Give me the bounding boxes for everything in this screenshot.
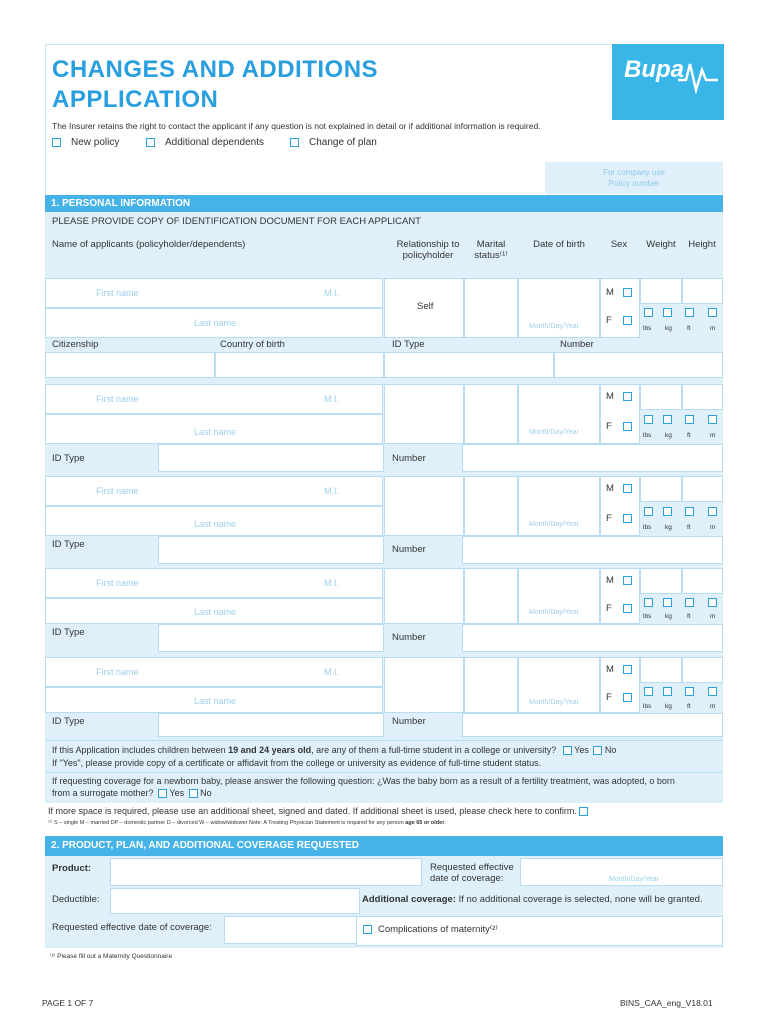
page-number: PAGE 1 OF 7	[42, 998, 94, 1008]
marital-field-1[interactable]	[464, 278, 518, 338]
id-type-label-4: ID Type	[52, 627, 85, 638]
header-frame-top	[45, 44, 625, 45]
col-dob-header: Date of birth	[533, 239, 585, 250]
company-use-box: For company use Policy number	[545, 162, 723, 194]
section-1-header: 1. PERSONAL INFORMATION	[45, 195, 723, 212]
sex-field-5[interactable]: M F	[600, 657, 640, 713]
country-of-birth-label: Country of birth	[220, 339, 285, 350]
citizenship-label: Citizenship	[52, 339, 99, 350]
effective-date-field[interactable]: Month/Day/Year	[520, 858, 723, 886]
last-name-field-1[interactable]: Last name	[45, 308, 383, 338]
newborn-yes-checkbox[interactable]	[158, 789, 167, 798]
logo-text: Bupa	[624, 56, 684, 83]
checkbox[interactable]	[52, 138, 61, 147]
height-field-3[interactable]	[682, 476, 723, 502]
last-name-field-5[interactable]: Last name	[45, 687, 383, 713]
marital-field-2[interactable]	[464, 384, 518, 444]
checkbox[interactable]	[290, 138, 299, 147]
number-field-3[interactable]	[462, 536, 723, 564]
sex-field-1[interactable]: M F	[600, 278, 640, 338]
requested-effective-label: Requested effective date of coverage:	[430, 862, 514, 884]
dob-field-1[interactable]: Month/Day/Year	[518, 278, 600, 338]
col-height-header: Height	[688, 239, 716, 250]
number-field-5[interactable]	[462, 713, 723, 737]
newborn-no-checkbox[interactable]	[189, 789, 198, 798]
relationship-field-5[interactable]	[384, 657, 464, 713]
first-name-field-1[interactable]: First name M.I.	[45, 278, 383, 308]
height-field-2[interactable]	[682, 384, 723, 410]
newborn-question-line1: If requesting coverage for a newborn baby, please answer the following question: ¿Was the baby born as a result of a fertility treatment, was adopted, o born	[52, 776, 675, 786]
id-type-label: ID Type	[392, 339, 425, 350]
last-name-field-4[interactable]: Last name	[45, 598, 383, 624]
first-name-field-5[interactable]: First name M.I.	[45, 657, 383, 687]
newborn-question-line2: from a surrogate mother? Yes No	[52, 788, 212, 798]
more-space-note: If more space is required, please use an additional sheet, signed and dated. If additional sheet is used, please check here to confirm.	[48, 806, 588, 816]
weight-field-1[interactable]	[640, 278, 682, 304]
section-2-header: 2. PRODUCT, PLAN, AND ADDITIONAL COVERAGE REQUESTED	[45, 836, 723, 856]
units-3: lbs kg ft m	[640, 505, 723, 535]
sex-field-3[interactable]: M F	[600, 476, 640, 536]
title-line-2: APPLICATION	[52, 86, 219, 113]
relationship-field-2[interactable]	[384, 384, 464, 444]
footnote-2: ⁽²⁾ Please fill out a Maternity Questionnaire	[50, 953, 173, 960]
dob-field-2[interactable]: Month/Day/Year	[518, 384, 600, 444]
number-field-4[interactable]	[462, 624, 723, 652]
option-additional-dependents[interactable]: Additional dependents	[146, 137, 264, 148]
country-of-birth-field-1[interactable]	[215, 352, 384, 378]
col-relationship-header: Relationship to policyholder	[396, 239, 460, 261]
id-type-field-5[interactable]	[158, 713, 384, 737]
height-field-5[interactable]	[682, 657, 723, 683]
id-type-field-3[interactable]	[158, 536, 384, 564]
page-title	[52, 55, 378, 115]
student-yes-checkbox[interactable]	[563, 746, 572, 755]
marital-field-4[interactable]	[464, 568, 518, 624]
document-code: BINS_CAA_eng_V18.01	[620, 998, 713, 1008]
id-type-field-4[interactable]	[158, 624, 384, 652]
col-name-header: Name of applicants (policyholder/dependents)	[52, 239, 246, 250]
weight-field-4[interactable]	[640, 568, 682, 594]
number-field-2[interactable]	[462, 444, 723, 472]
additional-coverage-note: Additional coverage: If no additional coverage is selected, none will be granted.	[362, 894, 703, 905]
weight-field-2[interactable]	[640, 384, 682, 410]
number-label: Number	[560, 339, 594, 350]
relationship-field-1[interactable]: Self	[384, 278, 464, 338]
coverage-date-label: Requested effective date of coverage:	[52, 922, 212, 933]
number-label-2: Number	[392, 453, 426, 464]
deductible-field[interactable]	[110, 888, 360, 914]
dob-field-4[interactable]: Month/Day/Year	[518, 568, 600, 624]
height-field-1[interactable]	[682, 278, 723, 304]
title-line-1: CHANGES AND ADDITIONS	[52, 56, 379, 83]
maternity-checkbox[interactable]	[363, 925, 372, 934]
coverage-date-field[interactable]	[224, 916, 358, 944]
number-label-3: Number	[392, 544, 426, 555]
student-note: If "Yes", please provide copy of a certificate or affidavit from the college or university as evidence of full-time student status.	[52, 758, 542, 768]
number-label-5: Number	[392, 716, 426, 727]
number-label-4: Number	[392, 632, 426, 643]
maternity-option[interactable]: Complications of maternity⁽²⁾	[356, 916, 723, 946]
dob-field-3[interactable]: Month/Day/Year	[518, 476, 600, 536]
sex-field-2[interactable]: M F	[600, 384, 640, 444]
student-question: If this Application includes children between 19 and 24 years old, are any of them a full-time student in a college or university? Yes No	[52, 745, 617, 755]
id-type-label-3: ID Type	[52, 539, 85, 550]
id-type-field-1[interactable]	[384, 352, 554, 378]
footnote-1: ⁽¹⁾ S – single M – married DP – domestic partner D – divorced W – widow/widower Note: A Treating Physician Statement is required for any person age 65 or older.	[48, 820, 446, 826]
id-type-field-2[interactable]	[158, 444, 384, 472]
col-marital-header: Marital status⁽¹⁾	[474, 239, 508, 261]
height-field-4[interactable]	[682, 568, 723, 594]
intro-text: The Insurer retains the right to contact the applicant if any question is not explained in detail or if additional information is required.	[52, 121, 541, 131]
units-2: lbs kg ft m	[640, 413, 723, 443]
units-1: lbs kg ft m	[640, 306, 723, 336]
first-name-field-4[interactable]: First name M.I.	[45, 568, 383, 598]
first-name-field-2[interactable]: First name M.I.	[45, 384, 383, 414]
last-name-field-2[interactable]: Last name	[45, 414, 383, 444]
sex-field-4[interactable]: M F	[600, 568, 640, 624]
header-frame-left	[45, 44, 46, 194]
product-label: Product:	[52, 863, 92, 874]
citizenship-field-1[interactable]	[45, 352, 215, 378]
option-change-of-plan[interactable]: Change of plan	[290, 137, 377, 148]
option-new-policy[interactable]: New policy	[52, 137, 119, 148]
last-name-field-3[interactable]: Last name	[45, 506, 383, 536]
relationship-field-3[interactable]	[384, 476, 464, 536]
id-type-label-2: ID Type	[52, 453, 85, 464]
units-4: lbs kg ft m	[640, 596, 723, 624]
marital-field-5[interactable]	[464, 657, 518, 713]
student-no-checkbox[interactable]	[593, 746, 602, 755]
heartbeat-icon	[678, 58, 720, 94]
number-field-1[interactable]	[554, 352, 723, 378]
units-5: lbs kg ft m	[640, 685, 723, 713]
relationship-field-4[interactable]	[384, 568, 464, 624]
dob-field-5[interactable]: Month/Day/Year	[518, 657, 600, 713]
col-sex-header: Sex	[610, 239, 628, 250]
marital-field-3[interactable]	[464, 476, 518, 536]
bupa-logo	[612, 44, 724, 120]
checkbox[interactable]	[146, 138, 155, 147]
weight-field-3[interactable]	[640, 476, 682, 502]
instruction: PLEASE PROVIDE COPY OF IDENTIFICATION DOCUMENT FOR EACH APPLICANT	[52, 216, 421, 227]
product-field[interactable]	[110, 858, 422, 886]
col-weight-header: Weight	[646, 239, 676, 250]
weight-field-5[interactable]	[640, 657, 682, 683]
id-type-label-5: ID Type	[52, 716, 85, 727]
more-space-checkbox[interactable]	[579, 807, 588, 816]
first-name-field-3[interactable]: First name M.I.	[45, 476, 383, 506]
deductible-label: Deductible:	[52, 894, 100, 905]
